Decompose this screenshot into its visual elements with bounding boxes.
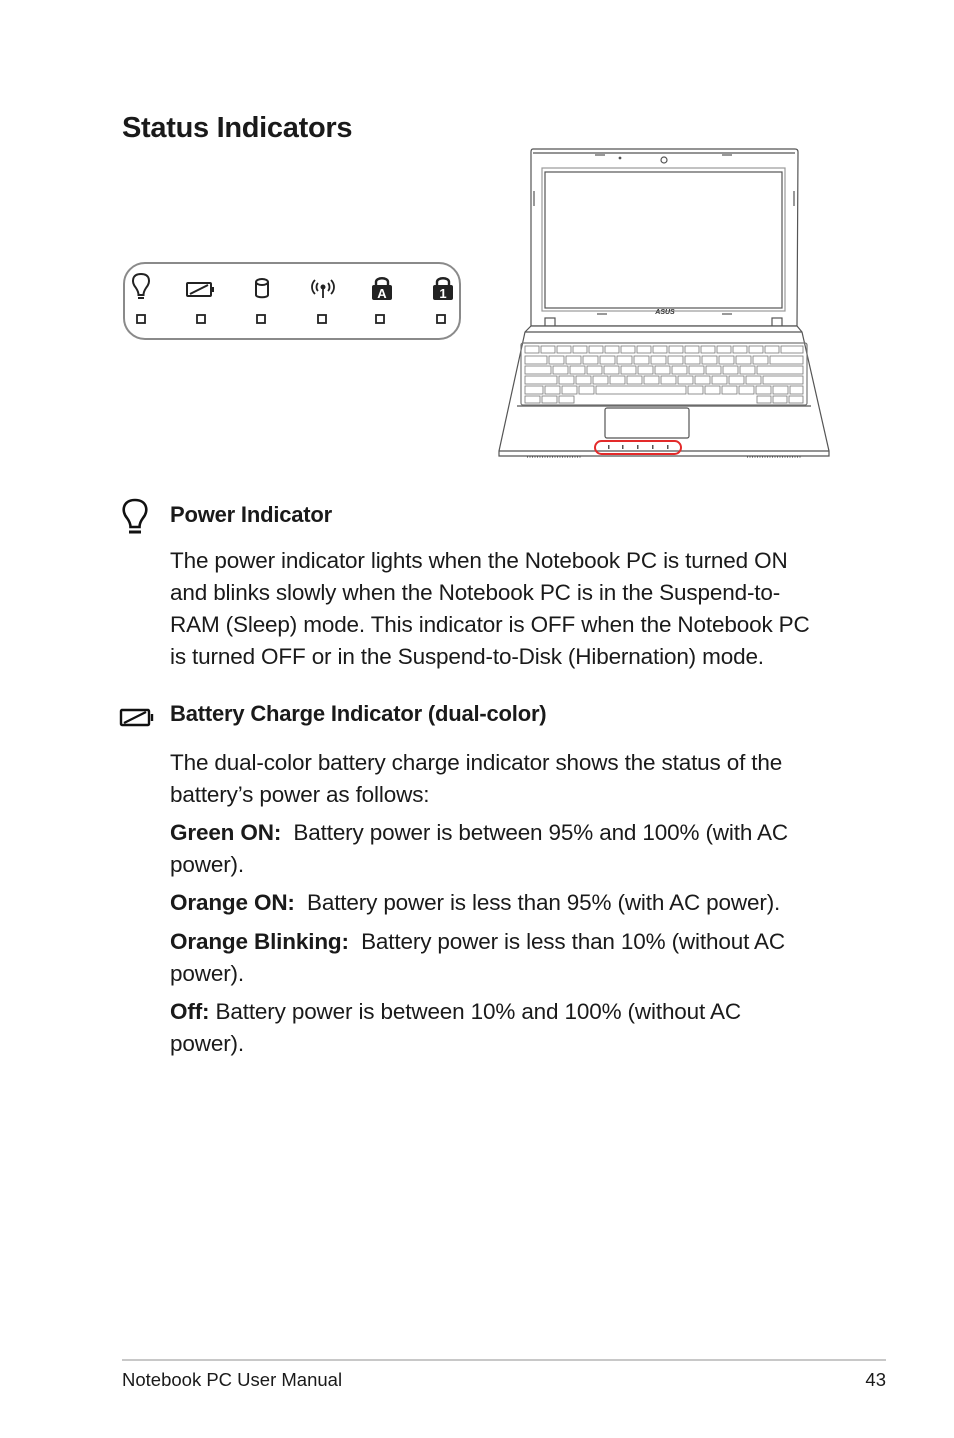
led-battery <box>197 315 205 323</box>
battery-item-orange-blinking: Orange Blinking: Battery power is less than 10% (without AC power). <box>170 929 785 986</box>
power-indicator-description: The power indicator lights when the Notebook PC is turned ON and blinks slowly when the Notebook PC is in the Suspend-to- RAM (Sleep) mode. This indicator is OFF when the Notebook PC is turned OFF or in the Suspend-to-Disk (Hibernation) mode. <box>170 548 810 669</box>
capslock-icon <box>372 278 392 301</box>
battery-icon <box>118 705 156 729</box>
led-power <box>137 315 145 323</box>
svg-text:A: A <box>377 286 387 301</box>
footer-manual-name: Notebook PC User Manual <box>122 1369 343 1390</box>
footer-divider <box>122 1359 886 1361</box>
battery-indicator-heading: Battery Charge Indicator (dual-color) <box>170 701 547 726</box>
led-wireless <box>318 315 326 323</box>
brand-logo: ASUS <box>655 309 675 316</box>
battery-item-orange: Orange ON: Battery power is less than 95% (with AC power). <box>170 890 781 915</box>
power-icon <box>118 495 154 539</box>
drive-icon <box>256 279 268 297</box>
led-drive <box>257 315 265 323</box>
svg-text:1: 1 <box>439 286 447 301</box>
led-capslock <box>376 315 384 323</box>
indicator-panel <box>123 262 461 340</box>
battery-icon <box>187 283 213 296</box>
battery-item-green: Green ON: Battery power is between 95% and 100% (with AC power). <box>170 820 789 877</box>
wireless-icon <box>312 280 334 298</box>
numlock-icon <box>433 278 453 301</box>
laptop-illustration <box>497 146 833 464</box>
page-number: 43 <box>865 1369 886 1390</box>
battery-indicator-intro: The dual-color battery charge indicator shows the status of the battery’s power as follows: <box>170 750 783 807</box>
power-icon <box>133 274 149 298</box>
page-title: Status Indicators <box>122 112 353 144</box>
battery-item-off: Off: Battery power is between 10% and 100% (without AC power). <box>170 999 741 1056</box>
led-numlock <box>437 315 445 323</box>
power-indicator-heading: Power Indicator <box>170 502 333 527</box>
